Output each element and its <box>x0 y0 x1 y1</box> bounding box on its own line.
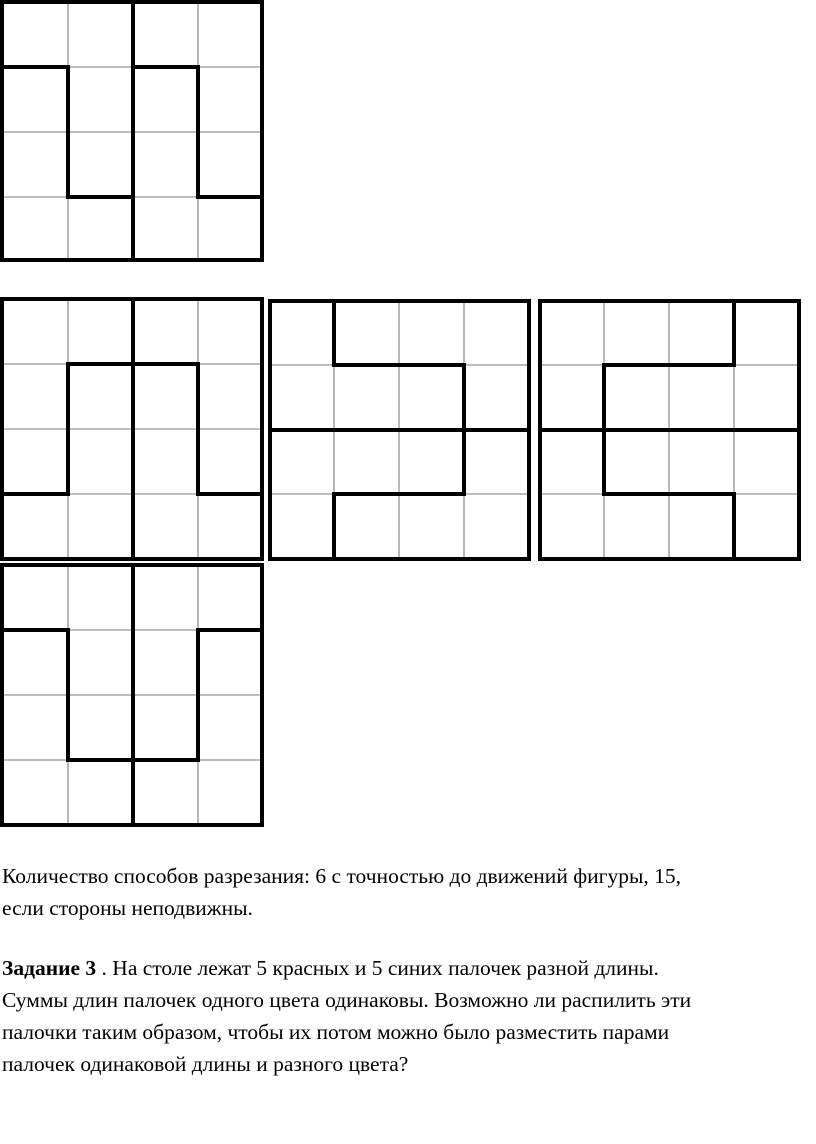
task-3-line-3: палочки таким образом, чтобы их потом можно было разместить парами <box>2 1020 670 1044</box>
cut-grid-2 <box>0 297 266 561</box>
result-line-2: если стороны неподвижны. <box>2 896 253 920</box>
task-3-line-2: Суммы длин палочек одного цвета одинаковы. Возможно ли распилить эти <box>2 988 692 1012</box>
cut-grid-1 <box>0 0 266 262</box>
task-3 <box>2 952 802 1080</box>
task-3-text: . На столе лежат 5 красных и 5 синих палочек разной длины. <box>96 956 659 980</box>
cut-grid-3 <box>267 297 533 561</box>
result-line-1: Количество способов разрезания: 6 с точностью до движений фигуры, 15, <box>2 864 682 888</box>
task-3-label: Задание 3 <box>2 956 97 980</box>
cut-grid-5 <box>0 563 266 827</box>
task-3-line-1 <box>2 952 802 984</box>
result-text <box>2 860 802 924</box>
cut-grid-4 <box>537 297 803 561</box>
task-3-line-4: палочек одинаковой длины и разного цвета? <box>2 1052 409 1076</box>
